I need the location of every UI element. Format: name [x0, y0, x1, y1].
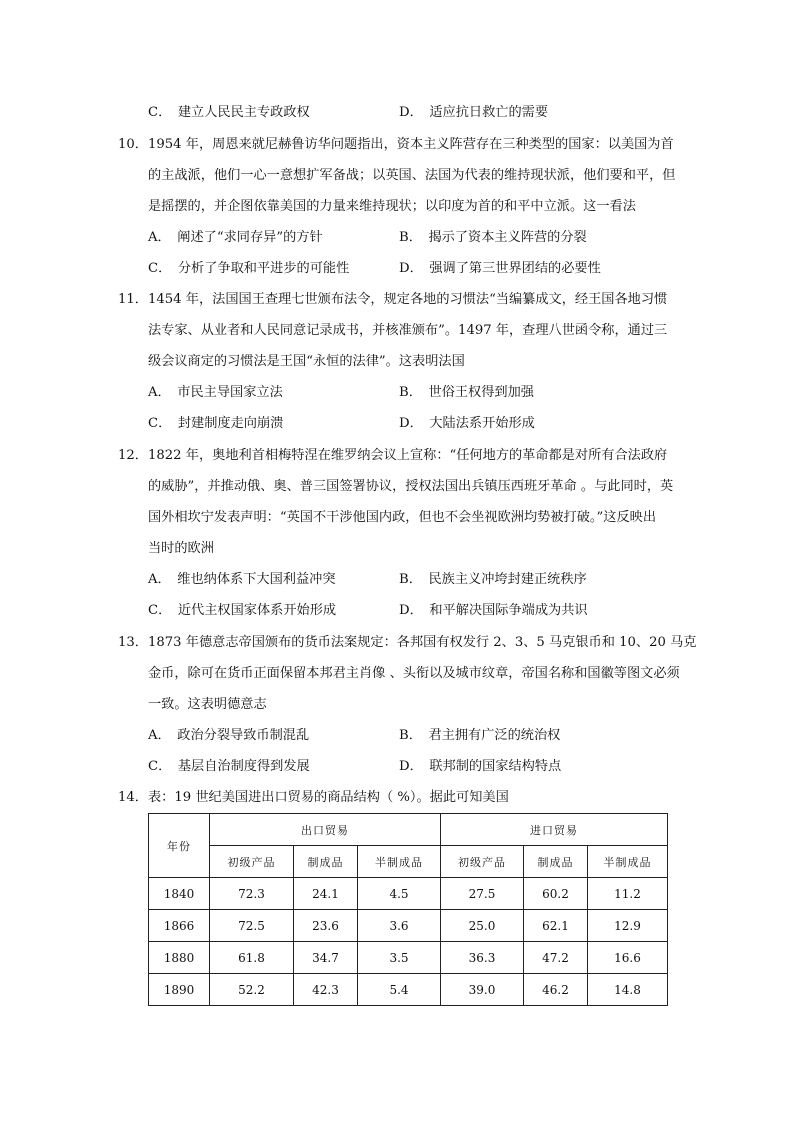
cell: 62.1 [524, 910, 588, 942]
table-row [149, 878, 668, 910]
import-header: 进口贸易 [441, 814, 668, 846]
q11-option-d: D． 大陆法系开始形成 [399, 416, 535, 431]
q13-stem-line-3: 一致。这表明德意志 [148, 697, 267, 712]
q14-number: 14． [118, 790, 148, 805]
cell-year: 1866 [149, 910, 210, 942]
cell: 47.2 [524, 942, 588, 974]
q12-stem-line-1: 1822 年，奥地利首相梅特涅在维罗纳会议上宣称：“任何地方的革命都是对所有合法政府 [148, 448, 668, 463]
q10-option-d: D． 强调了第三世界团结的必要性 [399, 261, 601, 276]
cell: 25.0 [441, 910, 524, 942]
q10-option-b: B． 揭示了资本主义阵营的分裂 [399, 230, 587, 245]
q12-stem-line-3: 国外相坎宁发表声明：“英国不干涉他国内政，但也不会坐视欧洲均势被打破。”这反映出 [148, 510, 657, 525]
cell-year: 1840 [149, 878, 210, 910]
sub-header: 制成品 [294, 846, 358, 878]
q13-option-c: C． 基层自治制度得到发展 [148, 759, 310, 774]
q13-number: 13． [118, 635, 148, 650]
q13-option-a: A． 政治分裂导致币制混乱 [148, 728, 310, 743]
cell: 60.2 [524, 878, 588, 910]
cell: 34.7 [294, 942, 358, 974]
cell: 27.5 [441, 878, 524, 910]
q11-option-c: C． 封建制度走向崩溃 [148, 416, 284, 431]
sub-header: 半制成品 [588, 846, 668, 878]
q12-option-b: B． 民族主义冲垮封建正统秩序 [399, 572, 587, 587]
cell: 16.6 [588, 942, 668, 974]
q10-stem-line-3: 是摇摆的，并企图依靠美国的力量来维持现状；以印度为首的和平中立派。这一看法 [148, 199, 636, 214]
cell: 42.3 [294, 974, 358, 1006]
q10-option-a: A． 阐述了“求同存异”的方针 [148, 230, 323, 245]
export-header: 出口贸易 [210, 814, 441, 846]
sub-header: 初级产品 [441, 846, 524, 878]
q13-stem-line-2: 金币，除可在货币正面保留本邦君主肖像 、头衔以及城市纹章，帝国名称和国徽等图文必须 [148, 666, 680, 681]
q13-option-d: D． 联邦制的国家结构特点 [399, 759, 562, 774]
sub-header: 半制成品 [358, 846, 441, 878]
cell-year: 1890 [149, 974, 210, 1006]
cell: 72.5 [210, 910, 294, 942]
trade-structure-table [148, 813, 668, 1006]
sub-header: 初级产品 [210, 846, 294, 878]
q11-option-a: A． 市民主导国家立法 [148, 385, 283, 400]
q10-number: 10． [118, 137, 148, 152]
q12-stem-line-4: 当时的欧洲 [148, 541, 214, 556]
q11-option-b: B． 世俗王权得到加强 [399, 385, 534, 400]
q10-stem-line-2: 的主战派，他们一心一意想扩军备战；以英国、法国为代表的维持现状派，他们要和平，但 [148, 168, 676, 183]
q12-option-a: A． 维也纳体系下大国利益冲突 [148, 572, 336, 587]
cell: 39.0 [441, 974, 524, 1006]
table-row [149, 974, 668, 1006]
cell: 61.8 [210, 942, 294, 974]
q9-option-d: D． 适应抗日救亡的需要 [399, 105, 549, 120]
q13-stem-line-1: 1873 年德意志帝国颁布的货币法案规定：各邦国有权发行 2、3、5 马克银币和 10、20 马克 [148, 635, 697, 650]
cell: 5.4 [358, 974, 441, 1006]
q12-number: 12． [118, 448, 148, 463]
q11-stem-line-2: 法专家、从业者和人民同意记录成书，并核准颁布”。1497 年，查理八世函令称，通过三 [148, 323, 668, 338]
cell: 46.2 [524, 974, 588, 1006]
q11-number: 11． [118, 292, 148, 307]
q10-option-c: C． 分析了争取和平进步的可能性 [148, 261, 350, 276]
q12-stem-line-2: 的威胁”，并推动俄、奥、普三国签署协议，授权法国出兵镇压西班牙革命 。与此同时，英 [148, 479, 674, 494]
cell: 12.9 [588, 910, 668, 942]
cell: 72.3 [210, 878, 294, 910]
sub-header: 制成品 [524, 846, 588, 878]
year-header: 年份 [149, 814, 210, 878]
q11-stem-line-1: 1454 年，法国国王查理七世颁布法令，规定各地的习惯法“当编纂成文，经王国各地习惯 [148, 292, 668, 307]
cell: 11.2 [588, 878, 668, 910]
cell-year: 1880 [149, 942, 210, 974]
cell: 52.2 [210, 974, 294, 1006]
cell: 3.6 [358, 910, 441, 942]
q12-option-d: D． 和平解决国际争端成为共识 [399, 603, 588, 618]
cell: 23.6 [294, 910, 358, 942]
table-row [149, 942, 668, 974]
cell: 14.8 [588, 974, 668, 1006]
q10-stem-line-1: 1954 年，周恩来就尼赫鲁访华问题指出，资本主义阵营存在三种类型的国家：以美国为首 [148, 137, 674, 152]
cell: 3.5 [358, 942, 441, 974]
q14-stem-line: 表：19 世纪美国进出口贸易的商品结构（ %）。据此可知美国 [148, 790, 509, 805]
q11-stem-line-3: 级会议商定的习惯法是王国“永恒的法律”。这表明法国 [148, 354, 465, 369]
cell: 36.3 [441, 942, 524, 974]
cell: 4.5 [358, 878, 441, 910]
q13-option-b: B． 君主拥有广泛的统治权 [399, 728, 561, 743]
q9-option-c: C． 建立人民民主专政政权 [148, 105, 310, 120]
cell: 24.1 [294, 878, 358, 910]
table-row [149, 910, 668, 942]
q12-option-c: C． 近代主权国家体系开始形成 [148, 603, 337, 618]
